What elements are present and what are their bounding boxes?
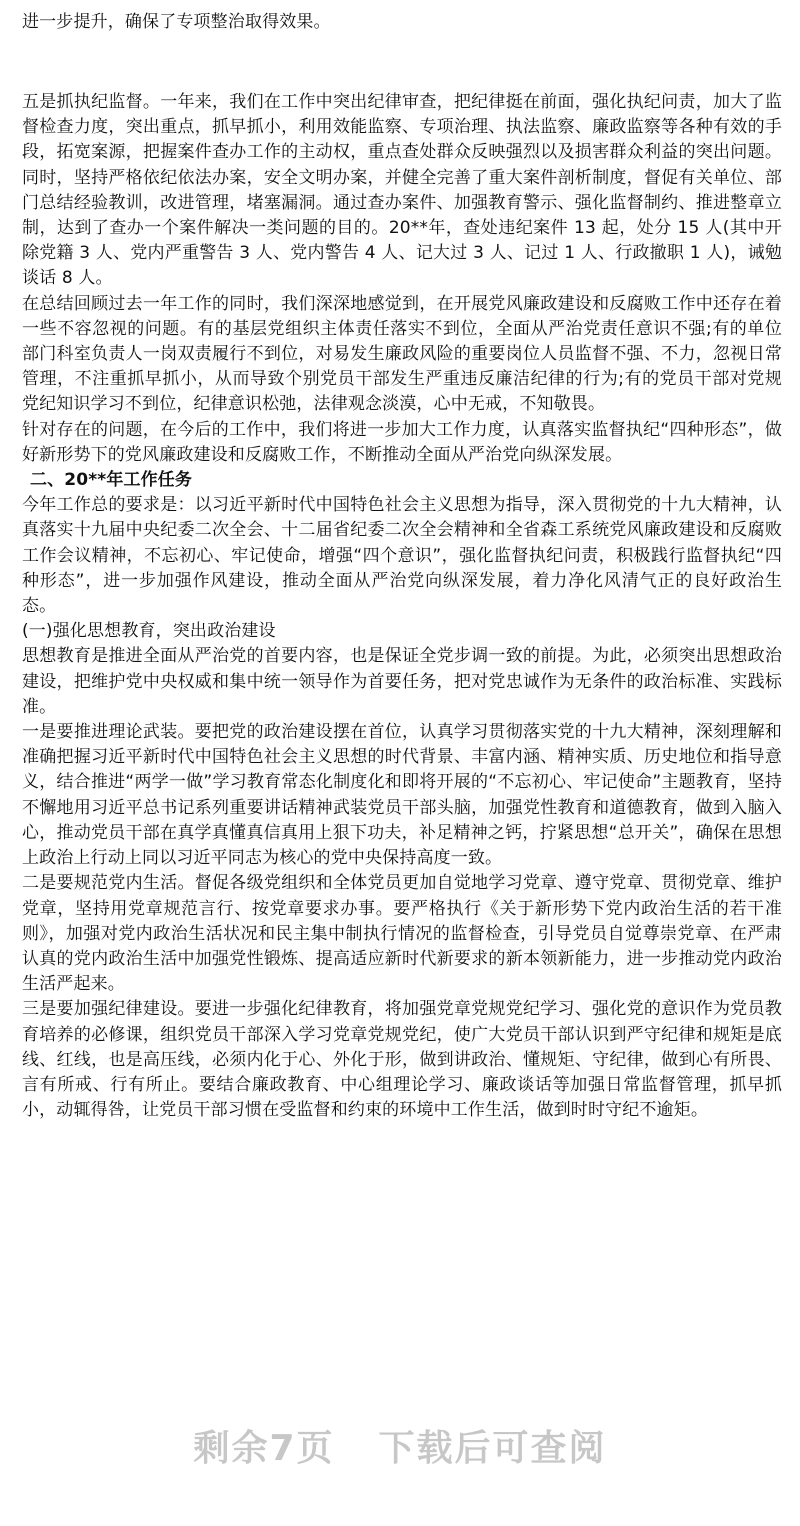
subsection-heading: (一)强化思想教育，突出政治建设 <box>22 621 276 642</box>
paragraph-requirements: 今年工作总的要求是：以习近平新时代中国特色社会主义思想为指导，深入贯彻党的十九大精神，认真落实十九届中央纪委二次全会、十二届省纪委二次全会精神和全省森工系统党风廉政建设和反腐败工作会议精神，不忘初心、牢记使命，增强“四个意识”，强化监督执纪问责，积极践行监督执纪“四种形态”，进一步加强作风建设，推动全面从严治党向纵深发展，着力净化风清气正的良好政治生态。 <box>22 495 782 617</box>
download-label: 下载后可查阅 <box>378 1428 607 1469</box>
paragraph-problems: 在总结回顾过去一年工作的同时，我们深深地感觉到，在开展党风廉政建设和反腐败工作中还存在着一些不容忽视的问题。有的基层党组织主体责任落实不到位，全面从严治党责任意识不强;有的单位部门科室负责人一岗双责履行不到位，对易发生廉政风险的重要岗位人员监督不强、不力，忽视日常管理，不注重抓早抓小，从而导致个别党员干部发生严重违反廉洁纪律的行为;有的党员干部对党规党纪知识学习不到位，纪律意识松弛，法律观念淡漠，心中无戒，不知敬畏。 <box>22 293 782 415</box>
section-heading: 二、20**年工作任务 <box>30 470 193 491</box>
document-body <box>22 0 782 1123</box>
paragraph-discipline-supervision: 五是抓执纪监督。一年来，我们在工作中突出纪律审查，把纪律挺在前面，强化执纪问责，加大了监督检查力度，突出重点，抓早抓小，利用效能监察、专项治理、执法监察、廉政监察等各种有效的手段，拓宽案源，把握案件查办工作的主动权，重点查处群众反映强烈以及损害群众利益的突出问题。同时，坚持严格依纪依法办案，安全文明办案，并健全完善了重大案件剖析制度，督促有关单位、部门总结经验教训，改进管理，堵塞漏洞。通过查办案件、加强教育警示、强化监督制约、推进整章立制，达到了查办一个案件解决一类问题的目的。20**年，查处违纪案件 13 起，处分 15 人(其中开除党籍 3 人、党内严重警告 3 人、党内警告 4 人、记大过 3 人、记过 1 人、行政撤职 1 人)，诫勉谈话 8 人。 <box>22 92 782 289</box>
partial-top-text <box>22 0 782 36</box>
remaining-pages-label: 剩余7页 <box>193 1428 335 1469</box>
paragraph-ideological-education: 思想教育是推进全面从严治党的首要内容，也是保证全党步调一致的前提。为此，必须突出思想政治建设，把维护党中央权威和集中统一领导作为首要任务，把对党忠诚作为无条件的政治标准、实践标准。 <box>22 646 782 717</box>
paragraph-party-life: 二是要规范党内生活。督促各级党组织和全体党员更加自觉地学习党章、遵守党章、贯彻党章、维护党章，坚持用党章规范言行、按党章要求办事。要严格执行《关于新形势下党内政治生活的若干准则》，加强对党内政治生活状况和民主集中制执行情况的监督检查，引导党员自觉尊崇党章、在严肃认真的党内政治生活中加强党性锻炼、提高适应新时代新要求的新本领新能力，进一步推动党内政治生活严起来。 <box>22 873 782 995</box>
paragraph-gap <box>22 36 782 90</box>
paragraph-discipline-building: 三是要加强纪律建设。要进一步强化纪律教育，将加强党章党规党纪学习、强化党的意识作为党员教育培养的必修课，组织党员干部深入学习党章党规党纪，使广大党员干部认识到严守纪律和规矩是底线、红线，也是高压线，必须内化于心、外化于形，做到讲政治、懂规矩、守纪律，做到心有所畏、言有所戒、行有所止。要结合廉政教育、中心组理论学习、廉政谈话等加强日常监督管理，抓早抓小，动辄得咎，让党员干部习惯在受监督和约束的环境中工作生活，做到时时守纪不逾矩。 <box>22 999 782 1121</box>
paragraph-partial: 进一步提升，确保了专项整治取得效果。 <box>22 12 331 32</box>
paragraph-response: 针对存在的问题，在今后的工作中，我们将进一步加大工作力度，认真落实监督执纪“四种形态”，做好新形势下的党风廉政建设和反腐败工作，不断推动全面从严治党向纵深发展。 <box>22 419 782 465</box>
paragraph-theory: 一是要推进理论武装。要把党的政治建设摆在首位，认真学习贯彻落实党的十九大精神，深刻理解和准确把握习近平新时代中国特色社会主义思想的时代背景、丰富内涵、精神实质、历史地位和指导意义，结合推进“两学一做”学习教育常态化制度化和即将开展的“不忘初心、牢记使命”主题教育，坚持不懈地用习近平总书记系列重要讲话精神武装党员干部头脑，加强党性教育和道德教育，做到入脑入心，推动党员干部在真学真懂真信真用上狠下功夫，补足精神之钙，拧紧思想“总开关”，确保在思想上政治上行动上同以习近平同志为核心的党中央保持高度一致。 <box>22 722 782 869</box>
download-prompt[interactable] <box>0 1420 800 1471</box>
